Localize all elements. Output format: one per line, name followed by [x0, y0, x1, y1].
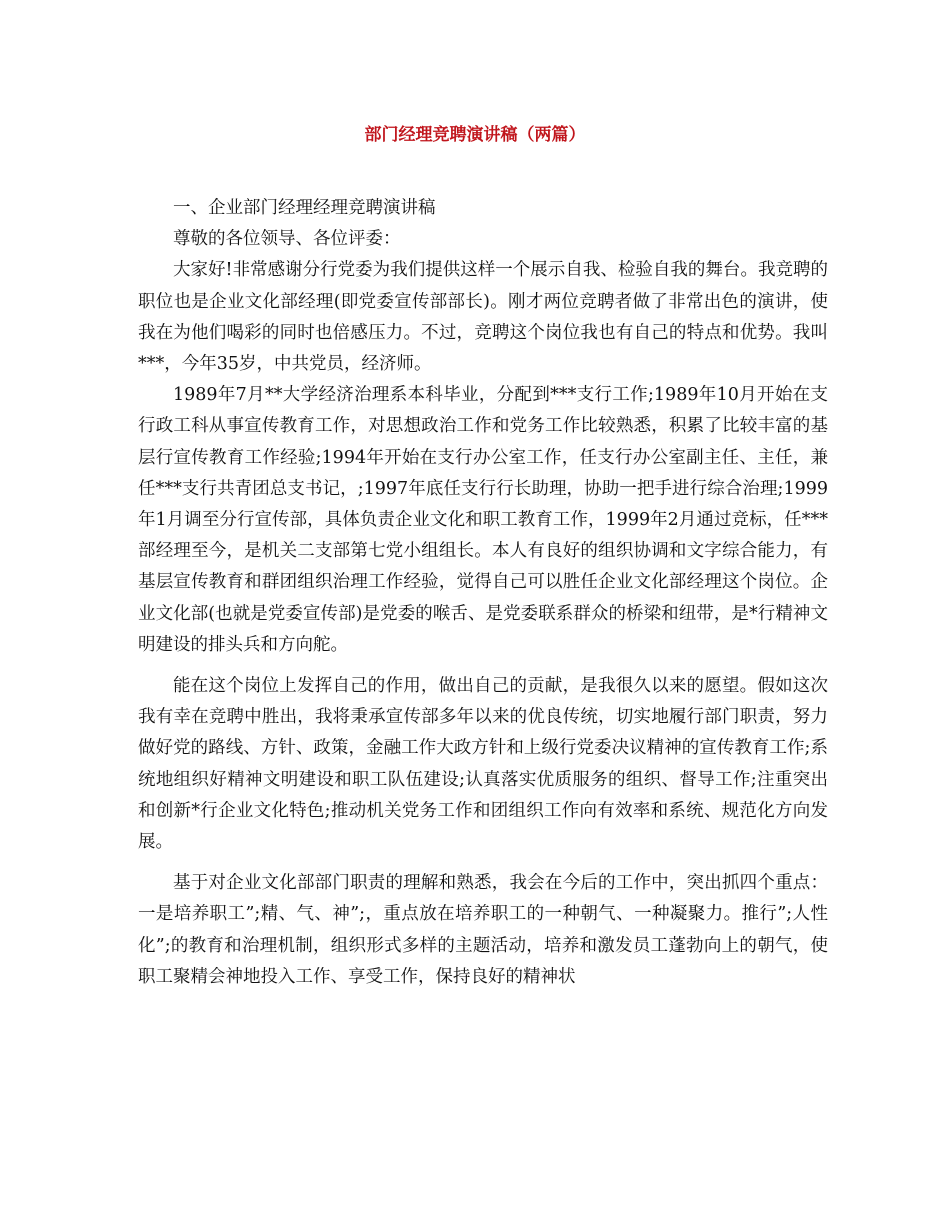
document-title: 部门经理竞聘演讲稿（两篇） [364, 125, 586, 145]
paragraph-experience: 1989年7月**大学经济治理系本科毕业，分配到***支行工作;1989年10月开始在支行政工科从事宣传教育工作，对思想政治工作和党务工作比较熟悉，积累了比较丰富的基层行宣传教育工作经验;1994年开始在支行办公室工作，任支行办公室副主任、主任，兼任***支行共青团总支书记，;1997年底任支行行长助理，协助一把手进行综合治理;1999年1月调至分行宣传部，具体负责企业文化和职工教育工作，1999年2月通过竞标，任***部经理至今，是机关二支部第七党小组组长。本人有良好的组织协调和文字综合能力，有基层宣传教育和群团组织治理工作经验，觉得自己可以胜任企业文化部经理这个岗位。企业文化部(也就是党委宣传部)是党委的喉舌、是党委联系群众的桥梁和纽带，是*行精神文明建设的排头兵和方向舵。 [138, 385, 828, 655]
section-heading: 一、企业部门经理经理竞聘演讲稿 [173, 198, 436, 218]
document-body [138, 193, 828, 993]
paragraph-priorities: 基于对企业文化部部门职责的理解和熟悉，我会在今后的工作中，突出抓四个重点：一是培养职工”;精、气、神”;，重点放在培养职工的一种朝气、一种凝聚力。推行”;人性化”;的教育和治理机制，组织形式多样的主题活动，培养和激发员工蓬勃向上的朝气，使职工聚精会神地投入工作、享受工作，保持良好的精神状 [138, 873, 828, 987]
paragraph-aspiration: 能在这个岗位上发挥自己的作用，做出自己的贡献，是我很久以来的愿望。假如这次我有幸在竞聘中胜出，我将秉承宣传部多年以来的优良传统，切实地履行部门职责，努力做好党的路线、方针、政策，金融工作大政方针和上级行党委决议精神的宣传教育工作;系统地组织好精神文明建设和职工队伍建设;认真落实优质服务的组织、督导工作;注重突出和创新*行企业文化特色;推动机关党务工作和团组织工作向有效率和系统、规范化方向发展。 [138, 676, 828, 853]
salutation: 尊敬的各位领导、各位评委： [173, 229, 401, 250]
paragraph-introduction: 大家好!非常感谢分行党委为我们提供这样一个展示自我、检验自我的舞台。我竞聘的职位也是企业文化部经理(即党委宣传部部长)。刚才两位竞聘者做了非常出色的演讲，使我在为他们喝彩的同时也倍感压力。不过，竞聘这个岗位我也有自己的特点和优势。我叫***，今年35岁，中共党员，经济师。 [138, 260, 828, 375]
